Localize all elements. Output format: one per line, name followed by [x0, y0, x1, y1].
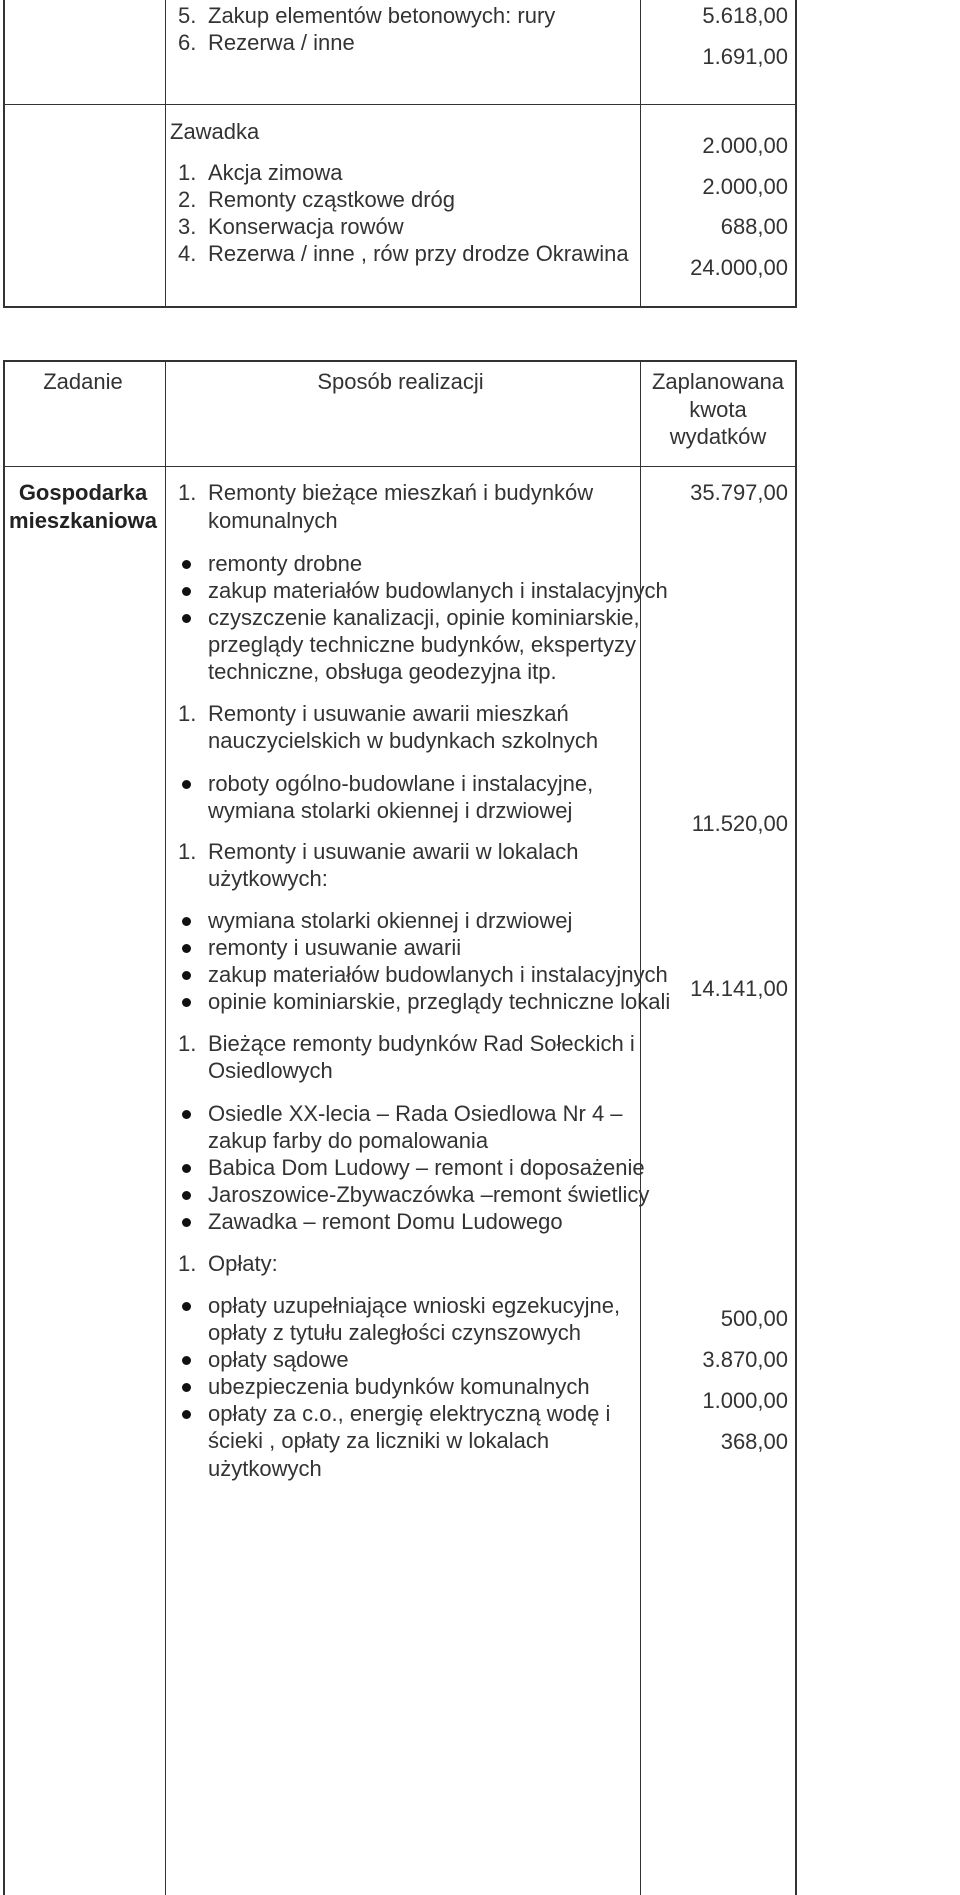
bullet-dot — [182, 1410, 191, 1419]
list-number: 5. — [178, 3, 197, 28]
col-divider — [165, 362, 166, 1895]
bullet-dot — [182, 1302, 191, 1311]
amount-value: 2.000,00 — [702, 133, 788, 158]
bullet-dot — [182, 998, 191, 1007]
bullet-dot — [182, 971, 191, 980]
amount-value: 3.870,00 — [702, 1347, 788, 1372]
section-number: 1. — [178, 480, 197, 505]
bullet-text: wymiana stolarki okiennej i drzwiowej — [208, 908, 573, 933]
list-item: Remonty cząstkowe dróg — [208, 187, 455, 212]
bullet-dot — [182, 1164, 191, 1173]
amount-value: 24.000,00 — [690, 255, 788, 280]
header-task: Zadanie — [43, 369, 123, 394]
bullet-text: roboty ogólno-budowlane i instalacyjne, — [208, 771, 594, 796]
bullet-dot — [182, 614, 191, 623]
bullet-dot — [182, 1383, 191, 1392]
task-name: mieszkaniowa — [9, 508, 157, 533]
list-item: Zakup elementów betonowych: rury — [208, 3, 556, 28]
bullet-text: wymiana stolarki okiennej i drzwiowej — [208, 798, 573, 823]
header-method: Sposób realizacji — [317, 369, 484, 394]
bullet-dot — [182, 917, 191, 926]
amount-value: 500,00 — [720, 1306, 788, 1331]
bullet-dot — [182, 780, 191, 789]
bullet-text: opłaty uzupełniające wnioski egzekucyjne, — [208, 1293, 621, 1318]
list-number: 1. — [178, 160, 197, 185]
list-number: 2. — [178, 187, 197, 212]
bullet-text: remonty i usuwanie awarii — [208, 935, 462, 960]
bullet-text: opinie kominiarskie, przeglądy techniczne lokali — [208, 989, 671, 1014]
list-number: 6. — [178, 30, 197, 55]
amount-value: 35.797,00 — [690, 480, 788, 505]
amount-value: 14.141,00 — [690, 976, 788, 1001]
header-amount: wydatków — [669, 424, 767, 449]
bullet-text: opłaty za c.o., energię elektryczną wodę i — [208, 1401, 611, 1426]
amount-value: 1.691,00 — [702, 44, 788, 69]
bullet-text: ścieki , opłaty za liczniki w lokalach — [208, 1428, 550, 1453]
col-divider — [165, 0, 166, 306]
bullet-text: czyszczenie kanalizacji, opinie kominiarskie, — [208, 605, 640, 630]
section-title: Osiedlowych — [208, 1058, 333, 1083]
amount-value: 1.000,00 — [702, 1388, 788, 1413]
bullet-text: zakup farby do pomalowania — [208, 1128, 489, 1153]
bullet-dot — [182, 1356, 191, 1365]
amount-value: 368,00 — [720, 1429, 788, 1454]
section-title: Remonty i usuwanie awarii w lokalach — [208, 839, 579, 864]
list-item: Rezerwa / inne , rów przy drodze Okrawina — [208, 241, 629, 266]
bullet-text: użytkowych — [208, 1456, 322, 1481]
bullet-text: opłaty sądowe — [208, 1347, 349, 1372]
section-number: 1. — [178, 1031, 197, 1056]
bullet-dot — [182, 1218, 191, 1227]
bullet-text: Jaroszowice-Zbywaczówka –remont świetlicy — [208, 1182, 650, 1207]
bullet-text: zakup materiałów budowlanych i instalacyjnych — [208, 962, 668, 987]
bullet-text: Zawadka – remont Domu Ludowego — [208, 1209, 563, 1234]
task-name: Gospodarka — [18, 480, 148, 505]
bullet-text: ubezpieczenia budynków komunalnych — [208, 1374, 590, 1399]
bullet-text: przeglądy techniczne budynków, ekspertyzy — [208, 632, 637, 657]
bullet-text: Osiedle XX-lecia – Rada Osiedlowa Nr 4 – — [208, 1101, 623, 1126]
header-amount: kwota — [689, 397, 747, 422]
section-title: Bieżące remonty budynków Rad Sołeckich i — [208, 1031, 635, 1056]
bullet-dot — [182, 587, 191, 596]
list-number: 3. — [178, 214, 197, 239]
amount-value: 688,00 — [720, 214, 788, 239]
section-title: użytkowych: — [208, 866, 328, 891]
group-title: Zawadka — [170, 119, 260, 144]
bullet-text: Babica Dom Ludowy – remont i doposażenie — [208, 1155, 645, 1180]
section-number: 1. — [178, 839, 197, 864]
list-item: Rezerwa / inne — [208, 30, 355, 55]
section-title: nauczycielskich w budynkach szkolnych — [208, 728, 599, 753]
section-number: 1. — [178, 1251, 197, 1276]
bullet-text: remonty drobne — [208, 551, 363, 576]
amount-value: 11.520,00 — [691, 811, 788, 836]
list-item: Akcja zimowa — [208, 160, 343, 185]
bullet-dot — [182, 1110, 191, 1119]
header-amount: Zaplanowana — [651, 369, 785, 394]
bullet-text: opłaty z tytułu zaległości czynszowych — [208, 1320, 581, 1345]
section-title: Opłaty: — [208, 1251, 278, 1276]
header-divider — [5, 466, 795, 467]
section-title: Remonty bieżące mieszkań i budynków — [208, 480, 594, 505]
section-title: Remonty i usuwanie awarii mieszkań — [208, 701, 569, 726]
bullet-dot — [182, 1191, 191, 1200]
section-number: 1. — [178, 701, 197, 726]
section-title: komunalnych — [208, 508, 338, 533]
list-number: 4. — [178, 241, 197, 266]
bullet-text: techniczne, obsługa geodezyjna itp. — [208, 659, 557, 684]
amount-value: 5.618,00 — [702, 3, 788, 28]
bullet-text: zakup materiałów budowlanych i instalacyjnych — [208, 578, 668, 603]
bullet-dot — [182, 944, 191, 953]
bullet-dot — [182, 560, 191, 569]
row-divider — [5, 104, 795, 105]
amount-value: 2.000,00 — [702, 174, 788, 199]
list-item: Konserwacja rowów — [208, 214, 404, 239]
